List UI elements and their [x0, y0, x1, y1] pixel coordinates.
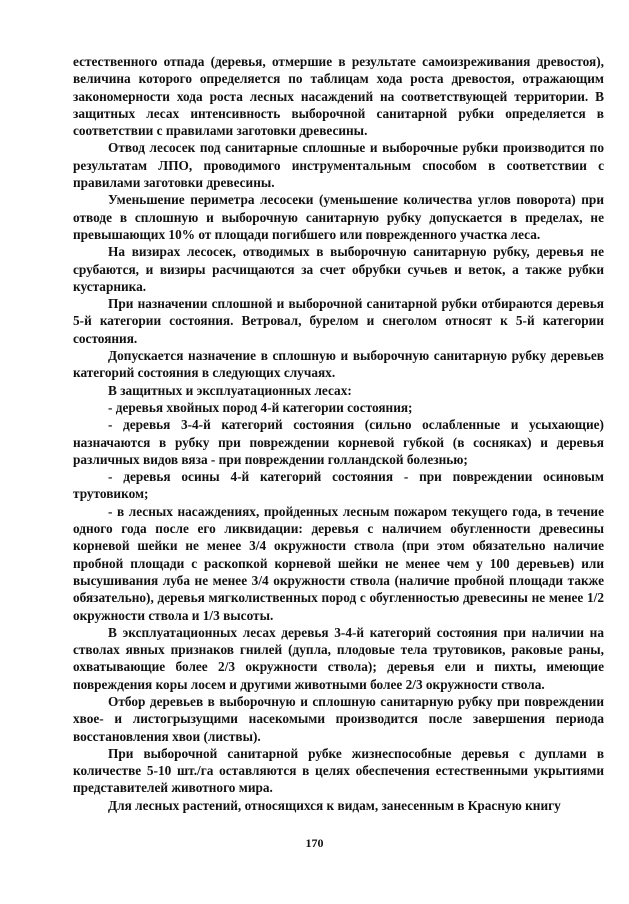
paragraph-1: естественного отпада (деревья, отмершие в результате самоизреживания древостоя), величина которого определяется по таблицам хода роста древостоя, отражающим закономерности хода роста лесных насаждений на соответствующей территории. В защитных лесах интенсивность выборочной санитарной рубки определяется в соответствии с правилами заготовки древесины. [73, 54, 604, 139]
paragraph-10: При выборочной санитарной рубке жизнеспособные деревья с дуплами в количестве 5-10 шт./га оставляются в целях обеспечения естественными укрытиями представителей животного мира. [73, 745, 604, 796]
paragraph-9: Отбор деревьев в выборочную и сплошную санитарную рубку при повреждении хвое- и листогрызущими насекомыми производится после завершения периода восстановления хвои (листвы). [73, 693, 604, 744]
list-item-1: - деревья хвойных пород 4-й категории состояния; [108, 399, 413, 415]
page-number: 170 [305, 836, 324, 850]
paragraph-4: На визирах лесосек, отводимых в выборочную санитарную рубку, деревья не срубаются, и визиры расчищаются за счет обрубки сучьев и веток, а также рубки кустарника. [73, 244, 604, 294]
paragraph-5: При назначении сплошной и выборочной санитарной рубки отбираются деревья 5-й категории состояния. Ветровал, бурелом и снеголом относят к 5-й категории состояния. [73, 296, 604, 346]
paragraph-7: В защитных и эксплуатационных лесах: [108, 382, 352, 398]
list-item-2: - деревья 3-4-й категорий состояния (сильно ослабленные и усыхающие) назначаются в рубку при повреждении корневой губкой (в сосняках) и деревья различных видов вяза - при повреждении голландской болезнью; [73, 417, 604, 467]
list-item-4: - в лесных насаждениях, пройденных лесным пожаром текущего года, в течение одного года после его ликвидации: деревья с наличием обугленности древесины корневой шейки не менее 3/4 окружности ствола (при этом обязательно наличие пробной площади с раскопкой корневой шейки не менее чем у 100 деревьев) или высушивания луба не менее 3/4 окружности ствола (наличие пробной площади также обязательно), деревья мягколиственных пород с обугленностью древесины не менее 1/2 окружности ствола и 1/3 высоты. [73, 503, 604, 623]
page-body [73, 53, 604, 814]
paragraph-3: Уменьшение периметра лесосеки (уменьшение количества углов поворота) при отводе в сплошную и выборочную санитарную рубку допускается в пределах, не превышающих 10% от площади погибшего или поврежденного участка леса. [73, 192, 604, 242]
paragraph-11: Для лесных растений, относящихся к видам, занесенным в Красную книгу [108, 797, 561, 813]
paragraph-6: Допускается назначение в сплошную и выборочную санитарную рубку деревьев категорий состояния в следующих случаях. [73, 348, 604, 381]
paragraph-2: Отвод лесосек под санитарные сплошные и выборочные рубки производится по результатам ЛПО, проводимого инструментальным способом в соответствии с правилами заготовки древесины. [73, 140, 604, 191]
paragraph-8: В эксплуатационных лесах деревья 3-4-й категорий состояния при наличии на стволах явных признаков гнилей (дупла, плодовые тела трутовиков, раковые раны, охватывающие более 2/3 окружности ствола); деревья ели и пихты, имеющие повреждения коры лосем и другими животными более 2/3 окружности ствола. [73, 624, 604, 692]
list-item-3: - деревья осины 4-й категорий состояния - при повреждении осиновым трутовиком; [73, 469, 604, 502]
